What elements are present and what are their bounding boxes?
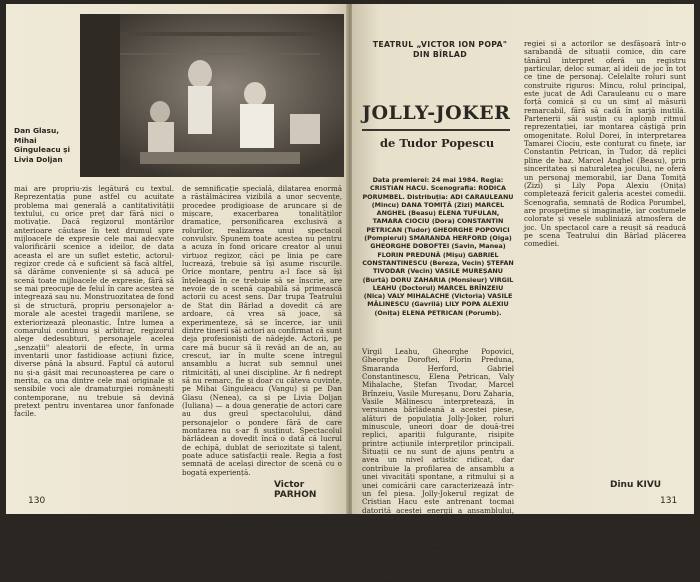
magazine-spread (6, 4, 694, 582)
theatre-heading: TEATRUL „VICTOR ION POPA" DIN BÎRLAD (372, 40, 508, 59)
left-page (6, 4, 348, 514)
left-signature: Victor PARHON (274, 480, 317, 500)
left-column-2: de semnificație specială, dilatarea enormă a răstălmăcirea vizibilă a unor secvențe, procedee prodigioase de aruncare și de mișcare, exacerbarea tonalităților dramatice, personificarea exclusivă a rolurilor, realizarea unui spectacol convulsiv. Spunem toate acestea nu pentru a acuza în fond oricare creator al unui virtuoz regizor, căci pe linia pe care lucrează, trebuie să își asume riscurile. Orice montare, pentru a-l face să își înțeleagă în ce trebuie să se înscrie, are nevoie de o scenă capabilă să primească actorii cu acest sens. Dar trupa Teatrului de Stat din Bârlad a dovedit că are ardoare, că vrea să joace, să experimenteze, să se încerce, iar unii dintre tinerii săi actori au confirmat că sunt deja profesioniști de nădejde. Actorii, pe care mă bucur să îi revăd an de an, au crescut, iar în multe scene întregul ansamblu a lucrat sub semnul unei ritmicități, al unei discipline. Ar fi nedrept să nu remarc, fie și doar cu câteva cuvinte, pe Mihai Ginguleacu (Vangu) și pe Dan Glasu (Nenea), ca și pe Livia Doljan (Iuliana) — a doua generație de actori care au dus greul spectacolului, dând personajelor o pondere fără de care montarea nu s-ar fi susținut. Spectacolul bârlădean a dovedit încă o dată că lucrul de echipă, dublat de seriozitate și talent, poate aduce satisfacții reale. Regia a fost semnată de același director de scenă cu o bogată experiență. (182, 184, 342, 477)
right-column-1: Virgil Leahu, Gheorghe Popovici, Gheorghe Doroftei, Florin Preduna, Smaranda Herford, Gabriel Constantinescu, Elena Petrican, Valy Mihalache, Ștefan Tivodar, Marcel Brînzeiu, Vasile Mureșanu, Doru Zaharia, Vasile Mălinescu interpretează, în versiunea bârlădeană a acestei piese, alături de populația Jolly-Joker, roluri minuscule, uneori doar de două-trei replici, apariții fulgurante, risipite printre acțiunile interpreților principali. Situații ce nu sunt de ajuns pentru a avea un nivel artistic ridicat, dar contribuie la profilarea de ansamblu a unei vivacități spontane, a ritmului și a unei comicării care caracterizează într-un fel piesa. Jolly-Jokerul regizat de Cristian Hacu este antrenant tocmai datorită acestei energii a ansamblului, care pune în valoare o piesă cu un fir narativ simplu, dar care are destule momente de haz. Spectacolul câștigă sensibil în privința dinamicii scenice și a unor soluții ingenioase, ale căror rezultate se văd în plăcerea cu care publicul urmărește desfășurarea comediei. (362, 347, 514, 582)
article-title: JOLLY-JOKER (362, 102, 511, 124)
right-column-2: regiei și a actorilor se desfășoară într-o sarabandă de situații comice, din care tânărul interpret oferă un registru particular, deloc sumar, al ideii de joc în tot ce ține de personaj. Celelalte roluri sunt construite riguros: Mincu, rolul principal, este jucat de Adi Carauleanu cu o mare forță comică și cu un simț al măsurii remarcabil, fără să cadă în șarjă inutilă. Partenerii săi susțin cu aplomb ritmul reprezentației, iar montarea câștigă prin omogenitate. Rolul Dorei, în interpretarea Tamarei Ciociu, este conturat cu finețe, iar Constantin Petrican, în Tudor, dă replici pline de haz. Marcel Anghel (Beasu), prin sinceritatea și naturalețea jocului, ne oferă un personaj memorabil, iar Dana Tomiță (Zizi) și Lily Popa Alexiu (Onița) completează fericit galeria acestei comedii. Scenografia, semnată de Rodica Porumbel, are prospețime și imaginație, iar costumele colorate și vesele subliniază atmosfera de joc. Un spectacol care a reușit să readucă pe scena Teatrului din Bârlad plăcerea comediei. (524, 39, 686, 249)
left-page-number: 130 (28, 496, 46, 506)
right-page (352, 4, 694, 582)
stage-photo-image (80, 14, 344, 177)
right-page-number: 131 (660, 496, 678, 506)
photo-caption: Dan Glasu, Mihai Ginguleacu și Livia Doljan (14, 126, 71, 164)
article-author: de Tudor Popescu (380, 136, 495, 150)
production-credits: Data premierei: 24 mai 1984. Regia: CRISTIAN HACU. Scenografia: RODICA PORUMBEL. Distribuția: ADI CARAULEANU (Mincu) DANA TOMIȚĂ (Zizi) MARCEL ANGHEL (Beasu) ELENA TUFULAN, TAMARA CIOCIU (Dora) CONSTANTIN PETRICAN (Tudor) GHEORGHE POPOVICI (Pompierul) SMARANDA HERFORD (Olga) GHEORGHE DOBOFTEI (Savin, Manea) FLORIN PREDUNĂ (Mișu) GABRIEL CONSTANTINESCU (Bereza, Vecin) ȘTEFAN TIVODAR (Vecin) VASILE MUREȘANU (Burtă) DORU ZAHARIA (Monsieur) VIRGIL LEAHU (Doctorul) MARCEL BRÎNZEIU (Nica) VALY MIHALACHE (Victoria) VASILE MĂLINESCU (Gavrilă) LILY POPA ALEXIU (Onița) ELENA PETRICAN (Porumb). (362, 176, 514, 317)
title-rule (362, 129, 510, 131)
stage-photo (80, 14, 344, 177)
right-signature: Dinu KIVU (610, 480, 662, 490)
left-column-1: mai are propriu-zis legătură cu textul. Reprezentația pune astfel cu acuitate problema mai generală a cantitativității textului, cu orice preț dar fără nici o motivație. Dacă regizorul montărilor anterioare căutase în text drumul spre mijloacele de expresie cele mai adecvate valorificării scenice a ideilor, de data aceasta el are un suflet estetic, actorul-regizor crede că e suficient să facă altfel, să dărâme conveniențe și să aducă pe scenă toate mijloacele de expresie, fără să se mai preocupe de felul în care acestea se integrează sau nu. Monstruozitatea de fond și de structură, propriu personajelor a-morale ale acestei tragedii marilene, se exteriorizează pleonastic. Între lumea a comarului continuu și arbitrar, regizorul alege dedesubturi, personajele acelea „senzații" aleatorii de efecte, în urma inventarii unor fastidioase acțiuni fizice, diverse până la absurd. Faptul că autorul nu și-a găsit mai recunoașterea pe care o merita, ca una dintre cele mai originale și sensibile voci ale dramaturgiei românești contemporane, nu trebuie să devină pretext pentru inventarea unor fanfonade facile. (14, 184, 174, 419)
